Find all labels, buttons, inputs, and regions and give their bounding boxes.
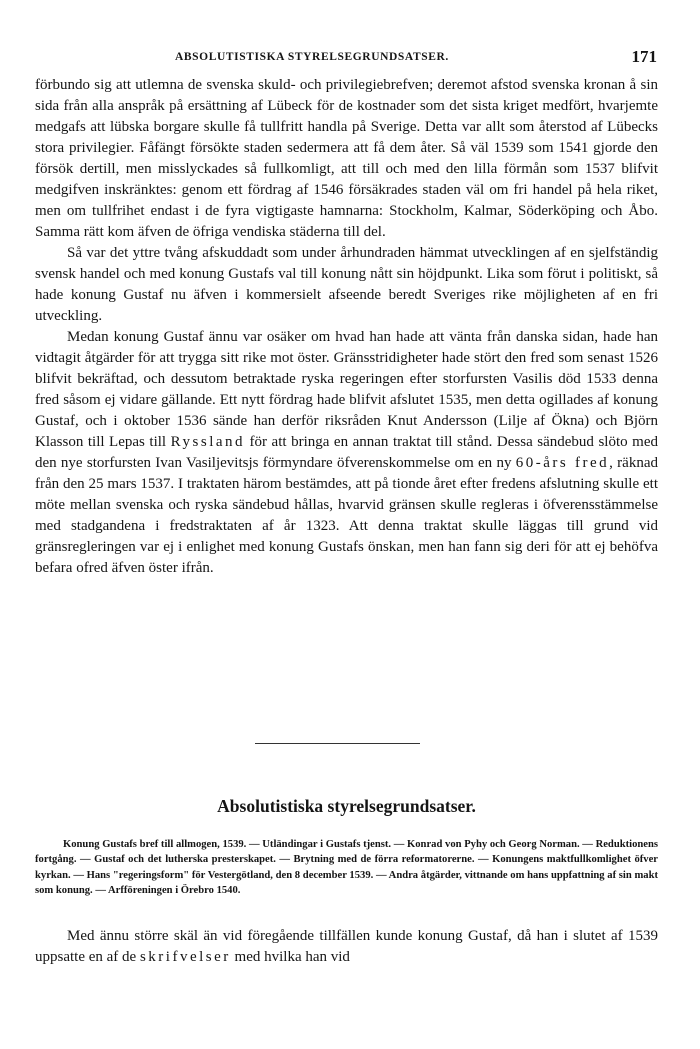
running-title: ABSOLUTISTISKA STYRELSEGRUNDSATSER. <box>175 51 449 63</box>
body-text <box>35 75 658 579</box>
body-text-continued <box>35 926 658 968</box>
emphasized-text: skrifvelser <box>139 949 231 965</box>
paragraph-gustaf-letters <box>35 926 658 968</box>
page-number: 171 <box>631 47 657 66</box>
paragraph-text: med hvilka han vid <box>230 949 350 965</box>
paragraph-lubeck-treaty: förbundo sig att utlemna de svenska skuld- och privilegiebrefven; deremot afstod svenska kronan å sin sida från alla anspråk på ersättning af Lübeck för de kostnader som det sista kriget medfört, hvarjemte medgafs att lübska borgare skulle få tullfritt handla på Sverige. Detta var allt som återstod af Lübecks stora privilegier. Fåfängt försökte staden sedermera att få dem åter. Så väl 1539 som 1541 gjorde den försök dertill, men misslyckades så fullkomligt, att till och med den lilla förmån som 1537 blifvit medgifven inskränktes: genom ett fördrag af 1546 försäkrades staden väl om fri handel på hela riket, men om tullfrihet endast i de fyra vigtigaste hamnarna: Stockholm, Kalmar, Söderköping och Åbo. Samma rätt kom äfven de öfriga vendiska städerna till del. <box>35 77 658 240</box>
chapter-synopsis: Konung Gustafs bref till allmogen, 1539. — Utländingar i Gustafs tjenst. — Konrad von Pyhy och Georg Norman. — Reduktionens fortgång. — Gustaf och det lutherska presterskapet. — Brytning med de förra reformatorerne. — Konungens maktfullkomlighet öfver kyrkan. — Hans "regeringsform" för Vestergötland, den 8 december 1539. — Andra åtgärder, vittnande om hans uppfattning af sin makt som konung. — Arfföreningen i Örebro 1540. <box>35 838 658 897</box>
section-divider <box>255 743 420 744</box>
paragraph-text: Med ännu större skäl än vid föregående tillfällen kunde konung Gustaf, då han i slutet af 1539 uppsatte en af de <box>35 928 658 965</box>
paragraph-text: Medan konung Gustaf ännu var osäker om hvad han hade att vänta från danska sidan, hade han vidtagit åtgärder för att trygga sitt rike mot öster. Gränsstridigheter hade stört den fred som senast 1526 blifvit bekräftad, och dessutom betraktade ryska regeringen efter storfursten Vasilis död 1533 denna fred såsom ej vidare gällande. Ett nytt fördrag hade blifvit afslutet 1535, men detta ogillades af konung Gustaf, och i oktober 1536 sände han derför riksråden Knut Andersson (Lilje af Ökna) och Björn Klasson till Lepas till <box>35 329 658 450</box>
paragraph-free-development: Så var det yttre tvång afskuddadt som under århundraden hämmat utvecklingen af en sjelfständig svensk handel och med konung Gustafs val till konung nått sin höjdpunkt. Lika som förut i politiskt, så hade konung Gustaf nu äfven i kommersielt afseende beredt Sveriges rike möjligheten af en fri utveckling. <box>35 245 658 324</box>
page-header <box>35 47 657 69</box>
paragraph-text: , räknad från den 25 mars 1537. I traktaten härom bestämdes, att på tionde året efter fredens afslutning skulle ett möte mellan svenska och ryska sändebud hållas, hvarvid gränsen skulle regleras i öfverensstämmelse med stadgandena i fredstraktaten af år 1323. Att denna traktat skulle läggas till grund vid gränsregleringen var ej i enlighet med konung Gustafs önskan, men han fann sig deri för att ej behöfva befara ofred äfven öster ifrån. <box>35 455 658 576</box>
emphasized-text: 60-års fred <box>515 455 610 471</box>
paragraph-russia-peace <box>35 327 658 579</box>
section-heading: Absolutistiska styrelsegrundsatser. <box>217 796 476 816</box>
emphasized-text: Ryssland <box>170 434 246 450</box>
paragraph-text: för att bringa en annan traktat till stånd. Dessa sändebud slöto med den nye storfursten Ivan Vasiljevitsjs förmyndare öfverenskommelse om en ny <box>35 434 658 471</box>
